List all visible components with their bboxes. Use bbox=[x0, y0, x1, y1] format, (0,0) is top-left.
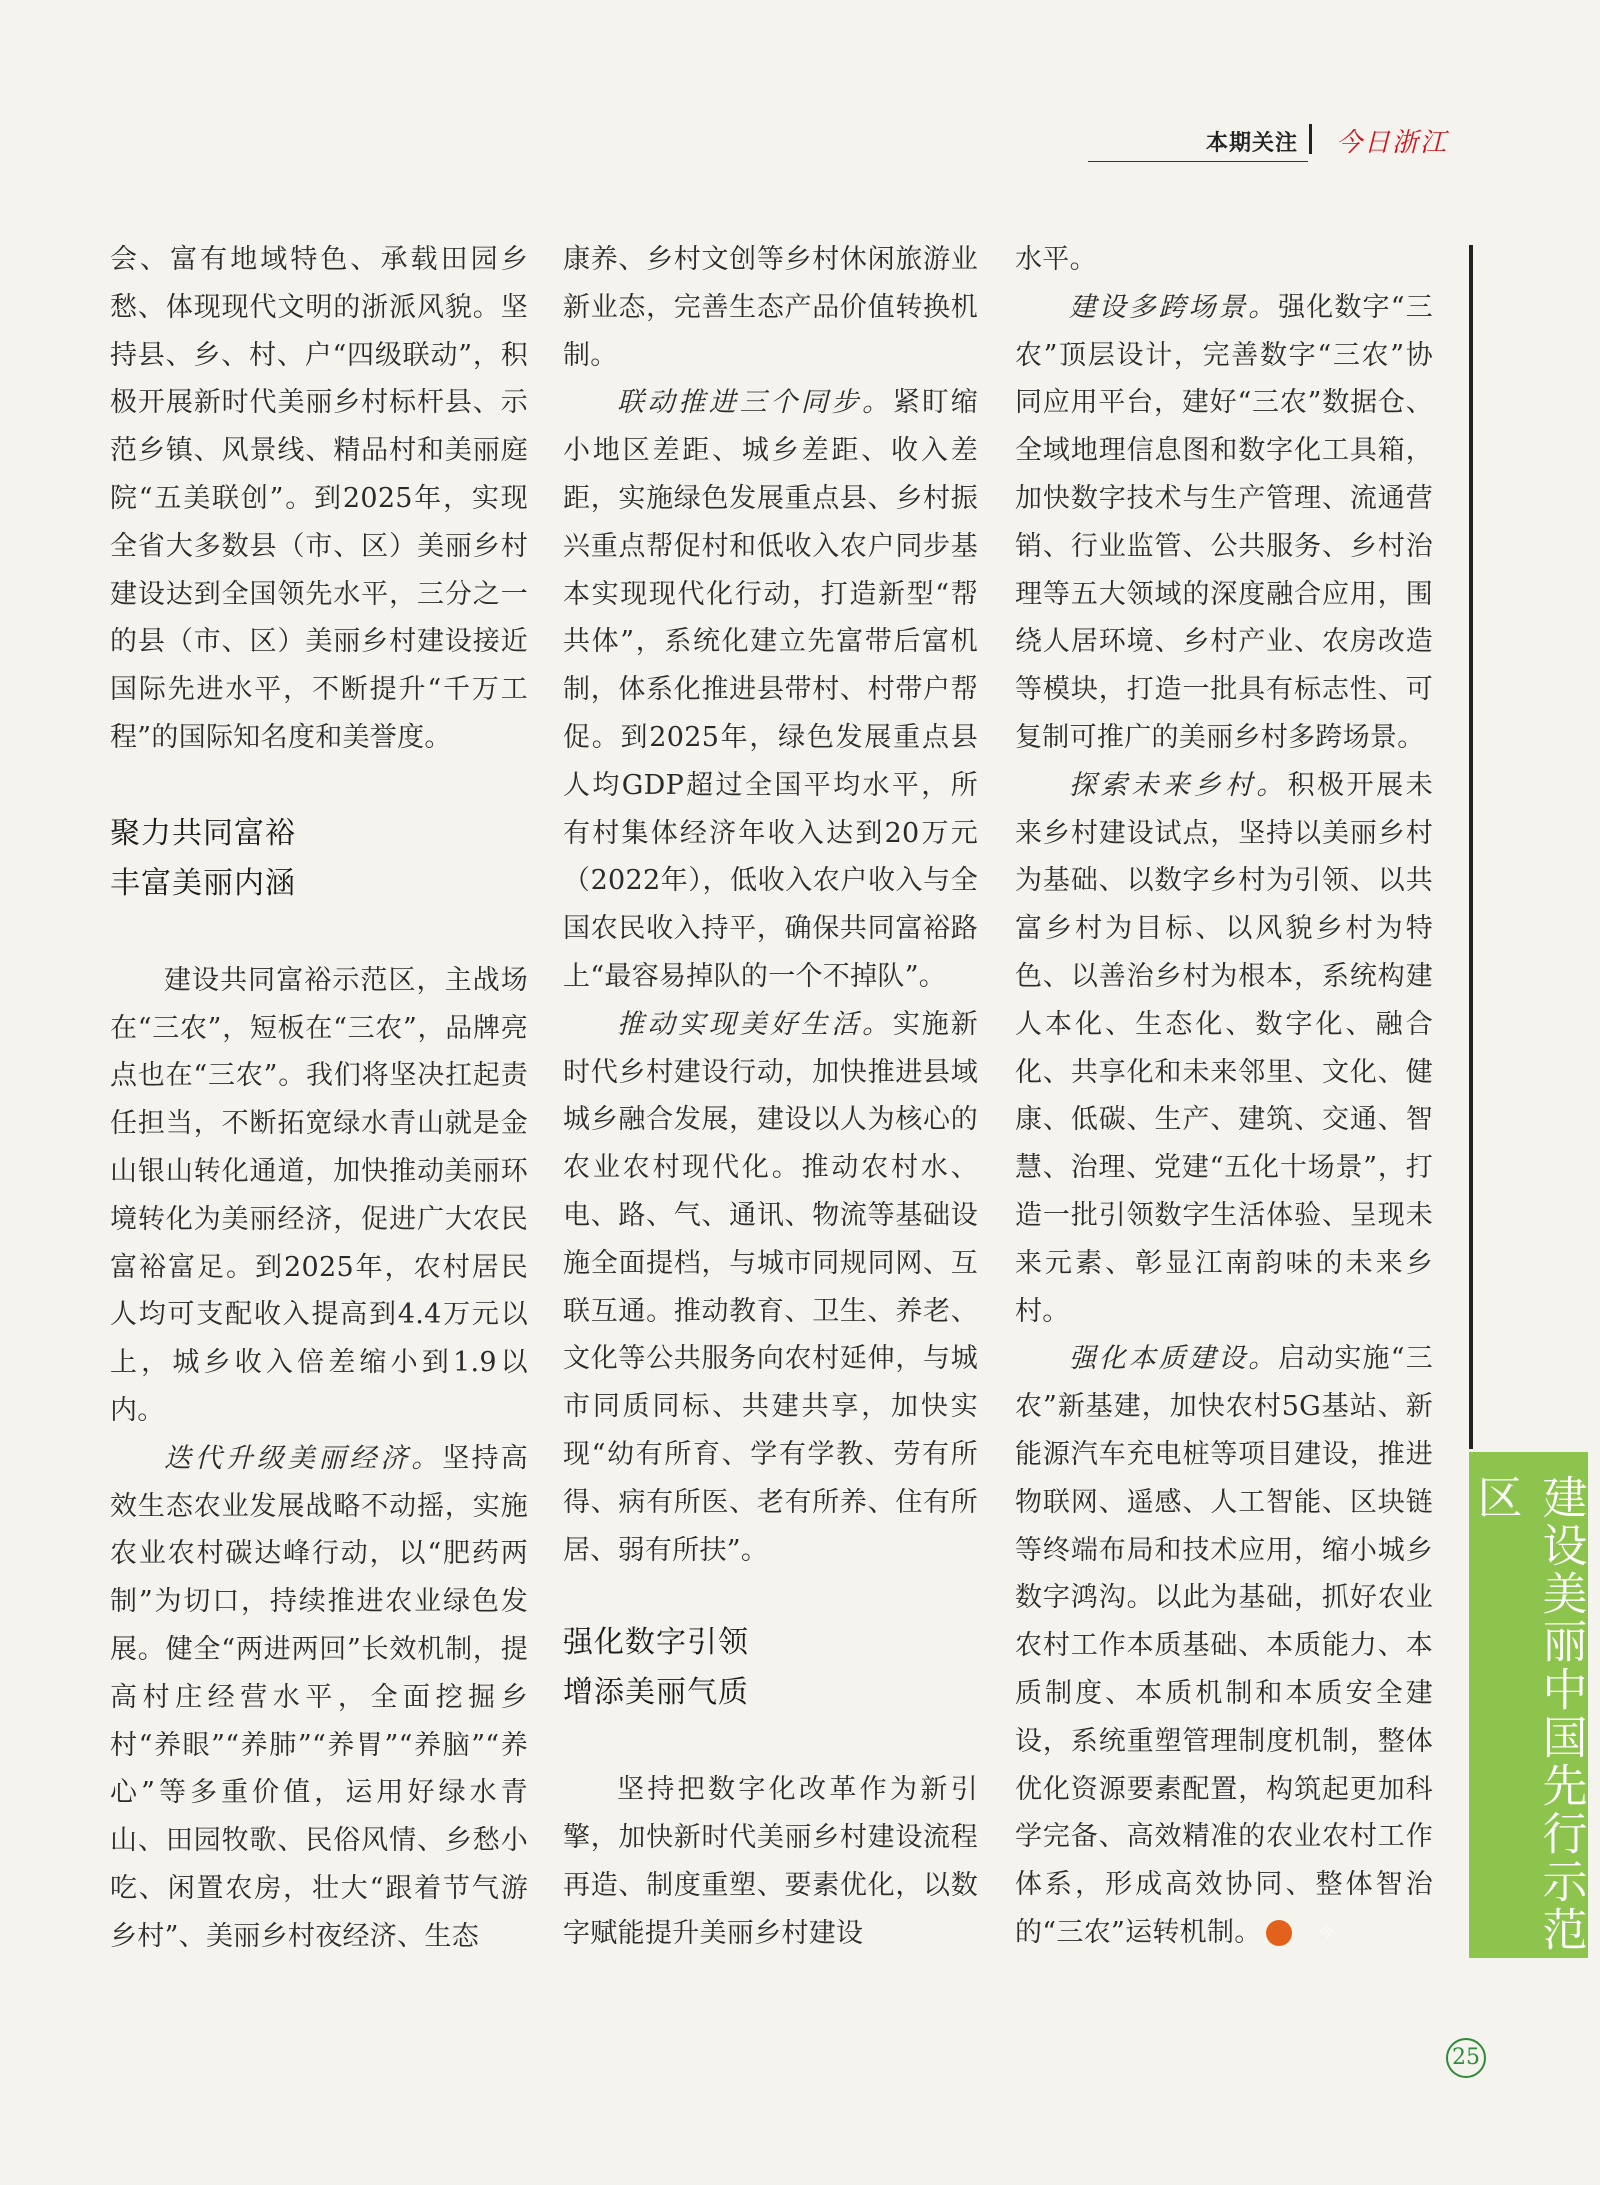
paragraph-body: 强化数字“三农”顶层设计，完善数字“三农”协同应用平台，建好“三农”数据仓、全域地理信息图和数字化工具箱，加快数字技术与生产管理、流通营销、行业监管、公共服务、乡村治理等五大领域的深度融合应用，围绕人居环境、乡村产业、农房改造等模块，打造一批具有标志性、可复制可推广的美丽乡村多跨场景。 bbox=[1015, 291, 1433, 753]
side-banner-title: 建设美丽中国先行示范区 bbox=[1469, 1474, 1588, 1954]
section-heading bbox=[110, 809, 528, 909]
heading-line: 丰富美丽内涵 bbox=[110, 866, 296, 900]
page-number: 25 bbox=[1446, 2038, 1486, 2078]
page-header bbox=[1088, 122, 1448, 162]
paragraph bbox=[1015, 762, 1433, 1336]
column-3 bbox=[1015, 236, 1433, 1957]
heading-line: 强化数字引领 bbox=[563, 1626, 749, 1660]
heading-line: 聚力共同富裕 bbox=[110, 816, 296, 850]
paragraph-lead: 联动推进三个同步。 bbox=[617, 387, 893, 419]
section-label: 本期关注 bbox=[1205, 130, 1298, 155]
paragraph: 水平。 bbox=[1015, 244, 1097, 275]
paragraph: 建设共同富裕示范区，主战场在“三农”，短板在“三农”，品牌亮点也在“三农”。我们将坚决扛起责任担当，不断拓宽绿水青山就是金山银山转化通道，加快推动美丽环境转化为美丽经济，促进广大农民富裕富足。到2025年，农村居民人均可支配收入提高到4.4万元以上，城乡收入倍差缩小到1.9以内。 bbox=[110, 964, 528, 1426]
magazine-logo: 今日浙江 bbox=[1335, 128, 1448, 158]
side-banner bbox=[1469, 1452, 1588, 1958]
paragraph-body: 坚持高效生态农业发展战略不动摇，实施农业农村碳达峰行动，以“肥药两制”为切口，持续推进农业绿色发展。健全“两进两回”长效机制，提高村庄经营水平，全面挖掘乡村“养眼”“养肺”“养胃”“养脑”“养心”等多重价值，运用好绿水青山、田园牧歌、民俗风情、乡愁小吃、闲置农房，壮大“跟着节气游乡村”、美丽乡村夜经济、生态 bbox=[110, 1442, 529, 1952]
paragraph: 坚持把数字化改革作为新引擎，加快新时代美丽乡村建设流程再造、制度重塑、要素优化，以数字赋能提升美丽乡村建设 bbox=[563, 1774, 978, 1949]
paragraph bbox=[563, 379, 978, 1000]
paragraph bbox=[563, 1001, 978, 1575]
paragraph-lead: 强化本质建设。 bbox=[1069, 1343, 1279, 1375]
heading-line: 增添美丽气质 bbox=[563, 1676, 749, 1710]
paragraph-lead: 迭代升级美丽经济。 bbox=[164, 1442, 443, 1474]
paragraph bbox=[1015, 1335, 1433, 1956]
paragraph: 康养、乡村文创等乡村休闲旅游业新业态，完善生态产品价值转换机制。 bbox=[563, 244, 978, 371]
end-mark-icon: 今 bbox=[1266, 1920, 1292, 1946]
column-2 bbox=[563, 236, 978, 1958]
paragraph-lead: 推动实现美好生活。 bbox=[617, 1008, 893, 1040]
paragraph-lead: 探索未来乡村。 bbox=[1069, 769, 1288, 801]
header-rule bbox=[1088, 161, 1308, 162]
section-heading bbox=[563, 1618, 978, 1718]
paragraph bbox=[1015, 284, 1433, 762]
paragraph-lead: 建设多跨场景。 bbox=[1069, 291, 1279, 323]
column-1 bbox=[110, 236, 528, 1961]
paragraph: 会、富有地域特色、承载田园乡愁、体现现代文明的浙派风貌。坚持县、乡、村、户“四级联动”，积极开展新时代美丽乡村标杆县、示范乡镇、风景线、精品村和美丽庭院“五美联创”。到2025年，实现全省大多数县（市、区）美丽乡村建设达到全国领先水平，三分之一的县（市、区）美丽乡村建设接近国际先进水平，不断提升“千万工程”的国际知名度和美誉度。 bbox=[110, 244, 528, 753]
paragraph-body: 实施新时代乡村建设行动，加快推进县域城乡融合发展，建设以人为核心的农业农村现代化。推动农村水、电、路、气、通讯、物流等基础设施全面提档，与城市同规同网、互联互通。推动教育、卫生、养老、文化等公共服务向农村延伸，与城市同质同标、共建共享，加快实现“幼有所育、学有学教、劳有所得、病有所医、老有所养、住有所居、弱有所扶”。 bbox=[563, 1008, 979, 1566]
paragraph-body: 积极开展未来乡村建设试点，坚持以美丽乡村为基础、以数字乡村为引领、以共富乡村为目标、以风貌乡村为特色、以善治乡村为根本，系统构建人本化、生态化、数字化、融合化、共享化和未来邻里、文化、健康、低碳、生产、建筑、交通、智慧、治理、党建“五化十场景”，打造一批引领数字生活体验、呈现未来元素、彰显江南韵味的未来乡村。 bbox=[1015, 769, 1434, 1327]
side-rule bbox=[1469, 245, 1473, 1449]
header-separator bbox=[1309, 124, 1312, 154]
paragraph bbox=[110, 1435, 528, 1961]
paragraph-body: 紧盯缩小地区差距、城乡差距、收入差距，实施绿色发展重点县、乡村振兴重点帮促村和低收入农户同步基本实现现代化行动，打造新型“帮共体”，系统化建立先富带后富机制，体系化推进县带村、村带户帮促。到2025年，绿色发展重点县人均GDP超过全国平均水平，所有村集体经济年收入达到20万元（2022年），低收入农户收入与全国农民收入持平，确保共同富裕路上“最容易掉队的一个不掉队”。 bbox=[563, 387, 979, 992]
paragraph-body: 启动实施“三农”新基建，加快农村5G基站、新能源汽车充电桩等项目建设，推进物联网、遥感、人工智能、区块链等终端布局和技术应用，缩小城乡数字鸿沟。以此为基础，抓好农业农村工作本质基础、本质能力、本质制度、本质机制和本质安全建设，系统重塑管理制度机制，整体优化资源要素配置，构筑起更加科学完备、高效精准的农业农村工作体系，形成高效协同、整体智治的“三农”运转机制。 bbox=[1015, 1343, 1433, 1948]
